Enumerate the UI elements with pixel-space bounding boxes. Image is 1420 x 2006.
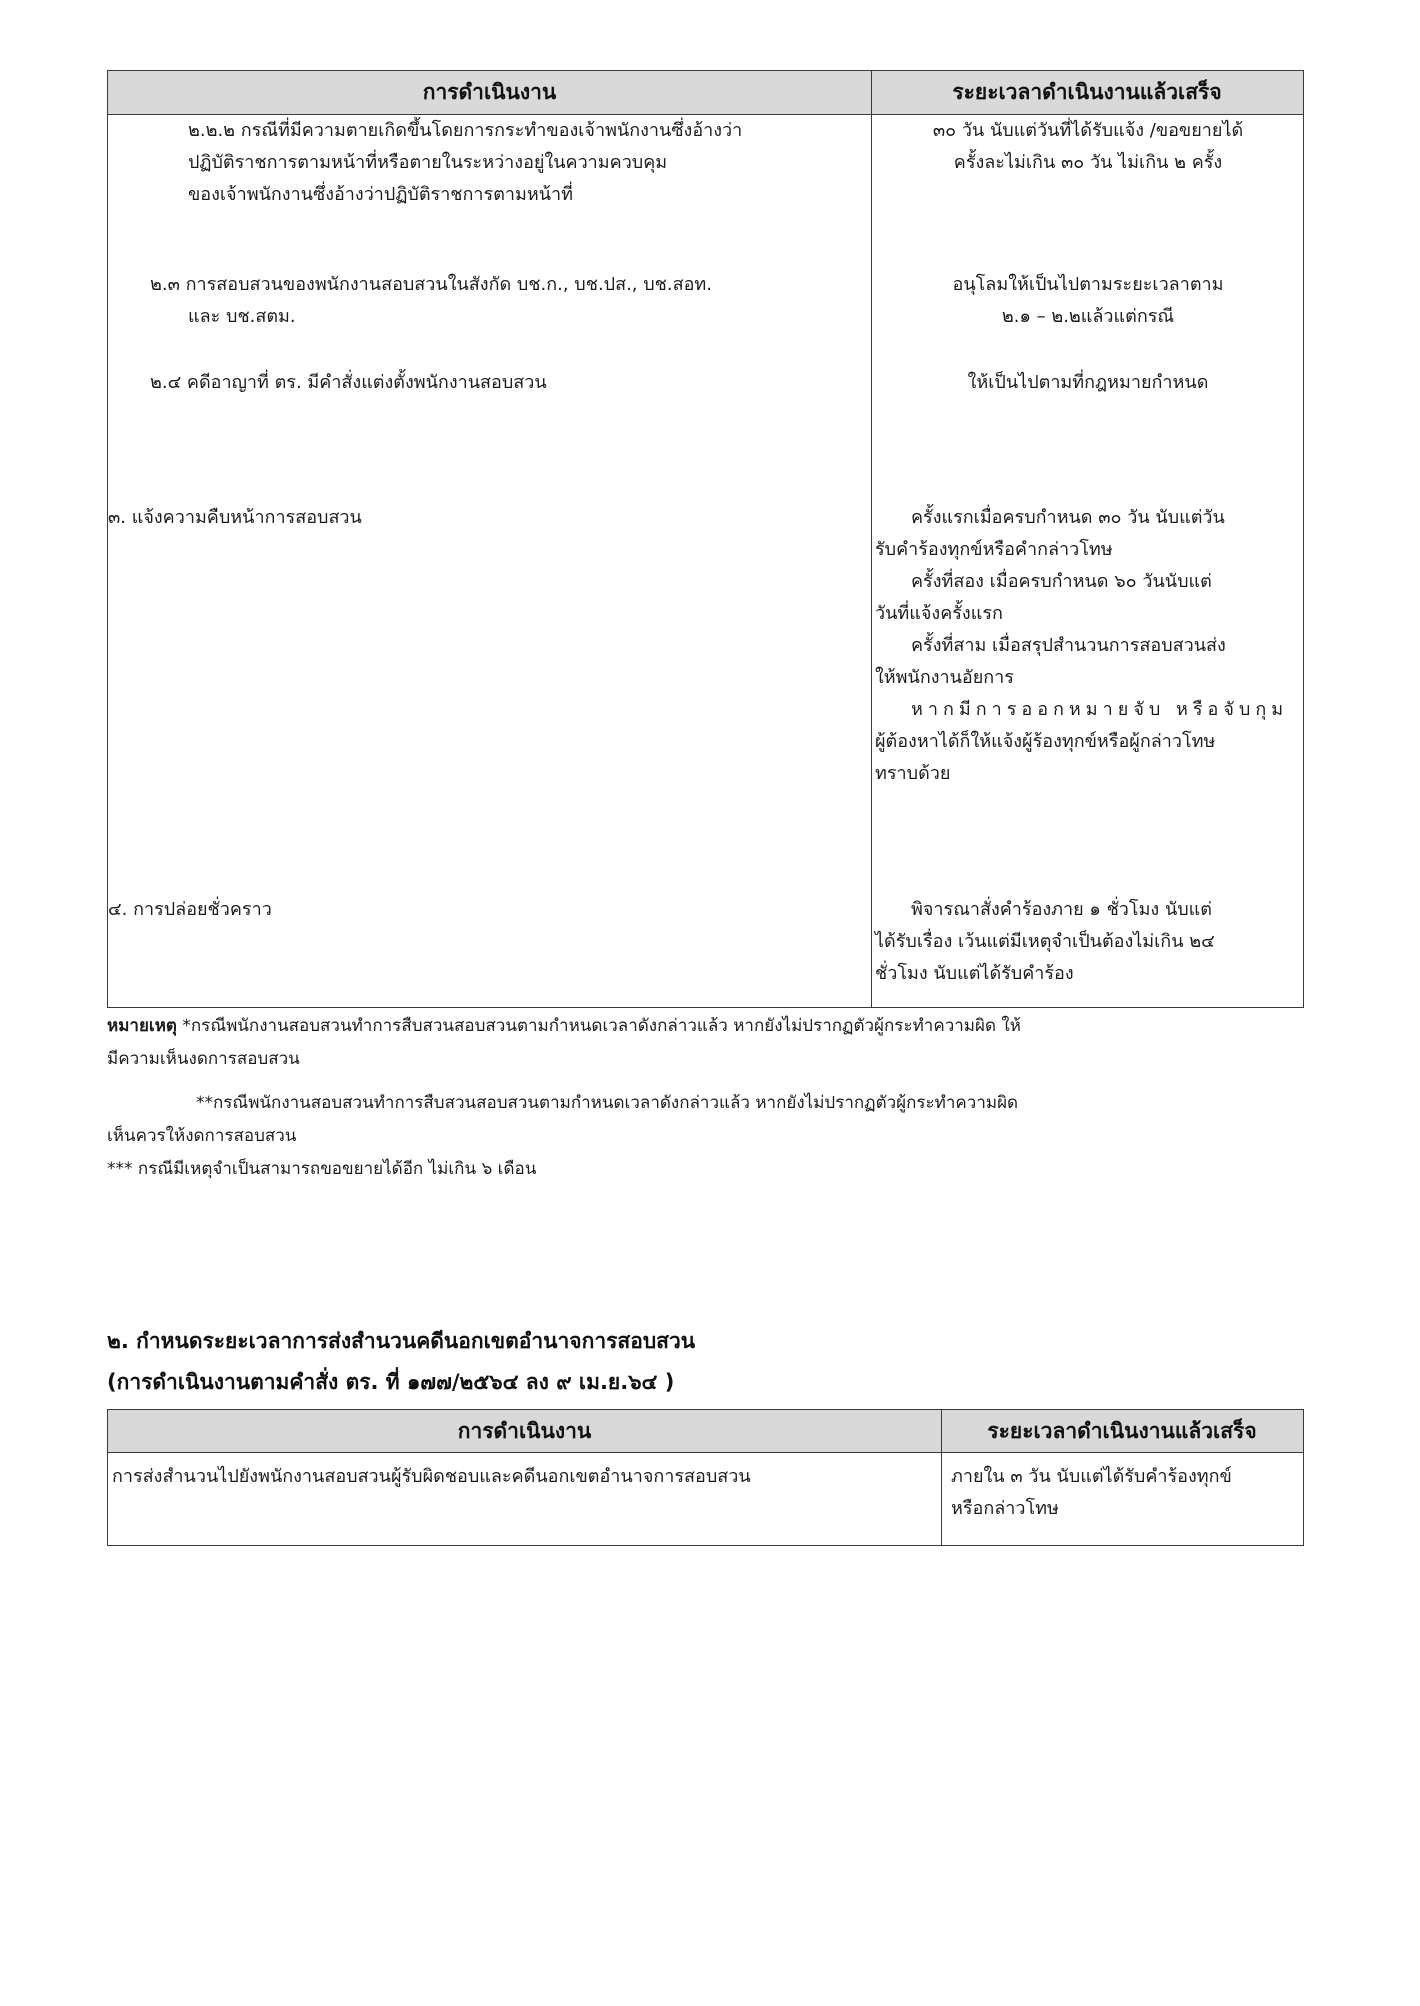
header-duration: ระยะเวลาดำเนินงานแล้วเสร็จ xyxy=(952,80,1222,104)
row-action-line: ๔. การปล่อยชั่วคราว xyxy=(108,899,272,920)
row-duration-line: รับคำร้องทุกข์หรือคำกล่าวโทษ xyxy=(875,539,1113,560)
header-duration: ระยะเวลาดำเนินงานแล้วเสร็จ xyxy=(987,1418,1257,1443)
table-header xyxy=(108,1410,1303,1453)
row-duration-line: ๓๐ วัน นับแต่วันที่ได้รับแจ้ง /ขอขยายได้ xyxy=(932,120,1244,141)
row-action-line: ปฏิบัติราชการตามหน้าที่หรือตายในระหว่างอยู่ในความควบคุม xyxy=(188,152,668,173)
row-action-line: ของเจ้าพนักงานซึ่งอ้างว่าปฏิบัติราชการตามหน้าที่ xyxy=(188,184,574,205)
note-1-line-2: มีความเห็นงดการสอบสวน xyxy=(107,1049,300,1069)
row-duration-line: ครั้งที่สาม เมื่อสรุปสำนวนการสอบสวนส่ง xyxy=(911,635,1226,656)
note-3: *** กรณีมีเหตุจำเป็นสามารถขอขยายได้อีก ไม่เกิน ๖ เดือน xyxy=(107,1159,537,1179)
column-divider xyxy=(871,71,872,1007)
column-divider xyxy=(941,1410,942,1545)
header-action: การดำเนินงาน xyxy=(422,80,557,104)
timeline-table-2 xyxy=(107,1409,1304,1546)
row-duration-line: ครั้งที่สอง เมื่อครบกำหนด ๖๐ วันนับแต่ xyxy=(911,571,1212,592)
note-1-text: *กรณีพนักงานสอบสวนทำการสืบสวนสอบสวนตามกำหนดเวลาดังกล่าวแล้ว หากยังไม่ปรากฏตัวผู้กระทำความผิด ให้ xyxy=(182,1016,1021,1036)
row-action-line: ๒.๒.๒ กรณีที่มีความตายเกิดขึ้นโดยการกระทำของเจ้าพนักงานซึ่งอ้างว่า xyxy=(188,120,743,141)
row-duration-line: ทราบด้วย xyxy=(875,763,951,784)
row-action-line: ๒.๔ คดีอาญาที่ ตร. มีคำสั่งแต่งตั้งพนักงานสอบสวน xyxy=(150,372,547,393)
row-action-line: และ บช.สตม. xyxy=(188,306,296,327)
row-duration-line: ได้รับเรื่อง เว้นแต่มีเหตุจำเป็นต้องไม่เกิน ๒๔ xyxy=(875,931,1215,952)
row-duration-line: ชั่วโมง นับแต่ได้รับคำร้อง xyxy=(875,963,1074,984)
row-duration-line: ครั้งละไม่เกิน ๓๐ วัน ไม่เกิน ๒ ครั้ง xyxy=(953,152,1223,173)
row-duration-line: ให้เป็นไปตามที่กฎหมายกำหนด xyxy=(967,372,1209,393)
row-duration-line: พิจารณาสั่งคำร้องภาย ๑ ชั่วโมง นับแต่ xyxy=(911,899,1212,920)
row-duration-line: ให้พนักงานอัยการ xyxy=(875,667,1014,688)
row-action-line: ๒.๓ การสอบสวนของพนักงานสอบสวนในสังกัด บช.ก., บช.ปส., บช.สอท. xyxy=(150,274,712,295)
table-header xyxy=(108,71,1303,115)
section-2-subtitle: (การดำเนินงานตามคำสั่ง ตร. ที่ ๑๗๗/๒๕๖๔ ลง ๙ เม.ย.๖๔ ) xyxy=(107,1370,675,1394)
row-duration-line: ครั้งแรกเมื่อครบกำหนด ๓๐ วัน นับแต่วัน xyxy=(911,507,1225,528)
row-duration-line: วันที่แจ้งครั้งแรก xyxy=(875,603,1003,624)
row-duration-line: หากมีการออกหมายจับ หรือจับกุม xyxy=(911,699,1289,720)
row-duration-line: ๒.๑ – ๒.๒แล้วแต่กรณี xyxy=(1001,306,1175,327)
row-action-line: ๓. แจ้งความคืบหน้าการสอบสวน xyxy=(108,507,362,528)
section-2-title: ๒. กำหนดระยะเวลาการส่งสำนวนคดีนอกเขตอำนาจการสอบสวน xyxy=(107,1329,696,1353)
note-2-line-1: **กรณีพนักงานสอบสวนทำการสืบสวนสอบสวนตามกำหนดเวลาดังกล่าวแล้ว หากยังไม่ปรากฏตัวผู้กระทำความผิด xyxy=(196,1093,1019,1113)
note-label: หมายเหตุ xyxy=(107,1016,177,1036)
row-duration-line: หรือกล่าวโทษ xyxy=(951,1498,1059,1519)
note-1-line-1 xyxy=(107,1010,1021,1042)
row-action-line: การส่งสำนวนไปยังพนักงานสอบสวนผู้รับผิดชอบและคดีนอกเขตอำนาจการสอบสวน xyxy=(112,1466,751,1487)
row-duration-line: ผู้ต้องหาได้ก็ให้แจ้งผู้ร้องทุกข์หรือผู้กล่าวโทษ xyxy=(875,731,1216,752)
note-2-line-2: เห็นควรให้งดการสอบสวน xyxy=(107,1126,297,1146)
timeline-table-1 xyxy=(107,70,1304,1008)
header-action: การดำเนินงาน xyxy=(457,1418,592,1443)
row-duration-line: อนุโลมให้เป็นไปตามระยะเวลาตาม xyxy=(952,274,1224,295)
row-duration-line: ภายใน ๓ วัน นับแต่ได้รับคำร้องทุกข์ xyxy=(951,1466,1232,1487)
